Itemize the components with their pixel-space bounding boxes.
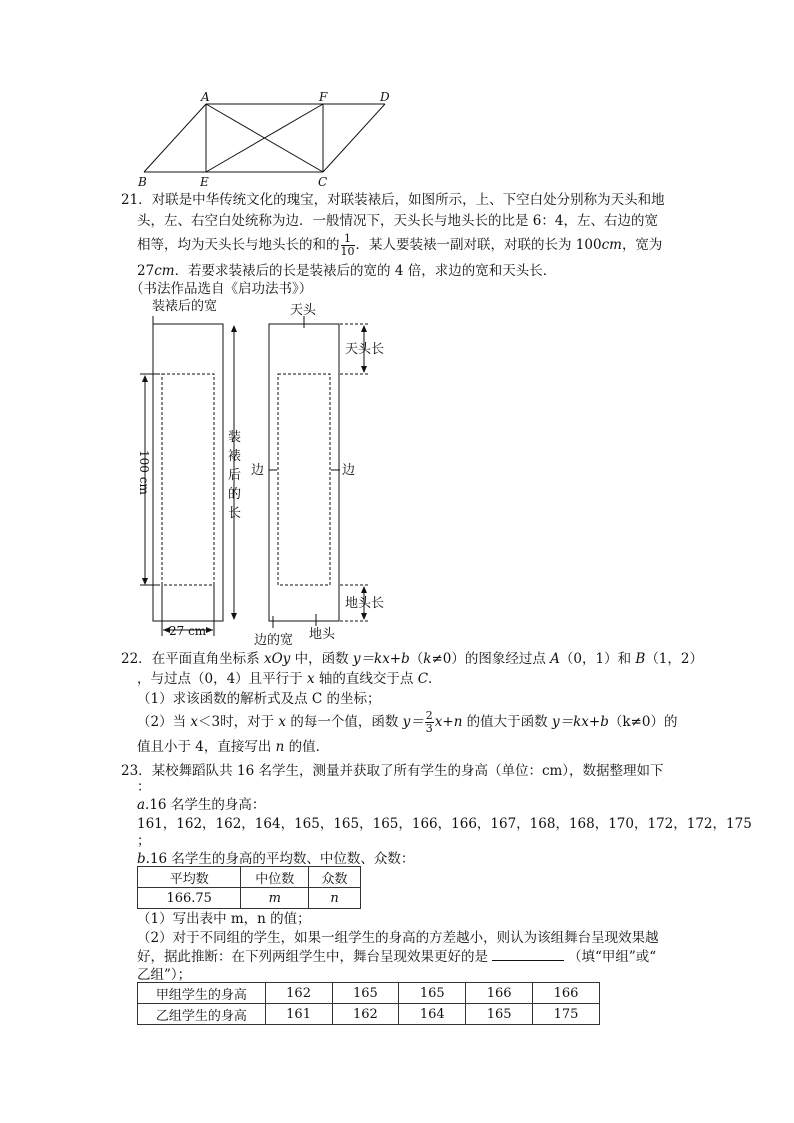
couplet-figure: [130, 296, 410, 646]
table-row: [138, 867, 361, 888]
label-bian-right: 边: [342, 463, 356, 478]
q22-p1-text: （1）求该函数的解析式及点 C 的坐标；: [137, 691, 381, 707]
q21-line1: [121, 191, 665, 209]
q22-p2a: （2）当: [137, 714, 191, 730]
q22-t8: 轴的直线交于点: [314, 671, 418, 687]
group-a-value: 162: [265, 983, 332, 1004]
q22-line2: [137, 670, 677, 688]
table-row: [138, 1004, 600, 1025]
point-label-f: F: [319, 92, 328, 104]
label-height: 100 cm: [137, 450, 151, 495]
q22-t6: （1，2）: [645, 651, 703, 667]
q22-p3a: 值且小于 4，直接写出: [137, 739, 276, 755]
q21-number: 21．: [121, 192, 152, 208]
group-a-value: 166: [533, 983, 600, 1004]
stats-value-mode: n: [309, 888, 361, 909]
left-panel: [153, 324, 223, 621]
q23-text1: 某校舞蹈队共 16 名学生，测量并获取了所有学生的身高（单位：cm），数据整理如下: [151, 763, 664, 779]
q22-C: C: [417, 671, 429, 687]
group-a-value: 165: [332, 983, 399, 1004]
parallelogram-figure: [130, 92, 410, 192]
q23-a-heading: [137, 796, 677, 814]
q23-b-label: b.: [137, 851, 150, 867]
label-length-after-3: 后: [228, 468, 242, 483]
q21-text4b: ．若要求装裱后的长是装裱后的宽的 4 倍，求边的宽和天头长．: [174, 263, 557, 279]
q22-t1: 在平面直角坐标系: [151, 651, 264, 667]
q22-t2: 中，函数: [290, 651, 353, 667]
segment-dc: [323, 104, 385, 172]
stats-header-mean: 平均数: [138, 867, 241, 888]
label-length-after-4: 的: [228, 487, 242, 502]
q22-number: 22．: [121, 651, 152, 667]
table-row: [138, 983, 600, 1004]
q22-frac-num: 2: [425, 709, 433, 722]
q22-t7: ，与过点（0，4）且平行于: [137, 671, 307, 687]
q21-text2: 头，左、右空白处统称为边．一般情况下，天头长与地头长的比是 6：4，左、右边的宽: [137, 213, 658, 229]
right-panel: [269, 324, 339, 621]
q23-a-text: 16 名学生的身高：: [149, 797, 266, 813]
q22-t4: ≠0）的图象经过点: [431, 651, 551, 667]
q23-heights: [137, 815, 752, 833]
q22-fn: y＝kx+b: [352, 651, 410, 667]
segment-ab: [144, 104, 206, 172]
label-length-after-1: 装: [228, 430, 242, 445]
q22-p2g: （k≠0）的: [608, 714, 678, 730]
group-b-value: 175: [533, 1004, 600, 1025]
group-a-name: 甲组学生的身高: [138, 983, 266, 1004]
q23-semi-text: ；: [137, 833, 151, 849]
q22-p2d: x+n: [434, 714, 463, 730]
q22-p2b: ＜3时，对于: [198, 714, 279, 730]
point-label-a: A: [201, 92, 210, 104]
q21-frac-den: 10: [340, 245, 355, 258]
q23-a-label: a.: [137, 797, 150, 813]
group-b-value: 165: [466, 1004, 533, 1025]
q22-p2f: y＝kx+b: [551, 714, 609, 730]
q22-x: x: [306, 671, 315, 687]
group-a-value: 166: [466, 983, 533, 1004]
right-inner-couplet: [278, 374, 330, 585]
label-length-after-2: 裱: [228, 449, 242, 464]
q22-frac-den: 3: [425, 722, 433, 735]
table-row: [138, 888, 361, 909]
q22-part1: [137, 690, 677, 708]
q22-t3: （: [409, 651, 424, 667]
stats-value-mean: 166.75: [138, 888, 241, 909]
stats-value-median: m: [241, 888, 309, 909]
q22-p2x: x: [190, 714, 199, 730]
q21-line3: [137, 232, 677, 258]
q23-p2b-text: 好，据此推断：在下列两组学生中，舞台呈现效果更好的是: [137, 949, 488, 965]
q23-number: 23．: [121, 763, 152, 779]
q22-A: A: [550, 651, 560, 667]
group-a-value: 165: [399, 983, 466, 1004]
q21-text3a: 相等，均为天头长与地头长的和的: [137, 237, 340, 253]
point-label-b: B: [138, 175, 147, 189]
q23-b-text: 16 名学生的身高的平均数、中位数、众数：: [149, 851, 415, 867]
stats-table: [137, 866, 361, 909]
q23-part2-line2: [137, 948, 677, 966]
q21-text4a: 27: [137, 263, 155, 279]
q21-line2: [137, 212, 677, 230]
q21-unit2: cm: [154, 263, 175, 279]
q22-p3n: n: [275, 739, 285, 755]
point-label-e: E: [200, 175, 209, 189]
group-b-value: 161: [265, 1004, 332, 1025]
q22-fraction: [425, 710, 434, 735]
q23-line1b: [137, 778, 677, 796]
q23-p2a-text: （2）对于不同组的学生，如果一组学生的身高的方差越小，则认为该组舞台呈现效果越: [137, 930, 659, 946]
q23-semicolon: [137, 832, 677, 850]
label-bian-width: 边的宽: [254, 633, 294, 646]
q22-var-xoy: xOy: [263, 651, 291, 667]
label-bian-left: 边: [251, 463, 265, 478]
q22-p2e: 的值大于函数: [462, 714, 552, 730]
q21-note-text: （书法作品选自《启功法书》）: [130, 281, 313, 297]
q21-line4: [137, 262, 677, 280]
label-tiantou: 天头: [290, 303, 317, 318]
q23-p2d-text: 乙组”）；: [137, 967, 192, 983]
group-b-value: 162: [332, 1004, 399, 1025]
q23-p2c-text: （填“甲组”或“: [568, 949, 657, 965]
label-width: 27 cm: [169, 624, 207, 638]
q22-line3: [137, 738, 677, 756]
q21-frac-num: 1: [341, 233, 355, 246]
label-width-after: 装裱后的宽: [152, 299, 218, 314]
q21-text3b: ．某人要装裱一副对联，对联的长为 100: [355, 237, 602, 253]
point-label-d: D: [380, 92, 390, 104]
q23-part2-line1: [137, 929, 677, 947]
q22-t9: ．: [428, 671, 442, 687]
stats-header-mode: 众数: [309, 867, 361, 888]
q22-p2y: y＝: [402, 714, 424, 730]
q23-p1-text: （1）写出表中 m，n 的值；: [137, 911, 311, 927]
label-ditou: 地头: [309, 627, 336, 642]
q22-p2c: 的每一个值，函数: [286, 714, 403, 730]
label-tiantou-length: 天头长: [345, 342, 385, 357]
q23-heights-text: 161，162，162，164，165，165，165，166，166，167，168，168，170，172，172，175: [137, 816, 752, 832]
stats-header-median: 中位数: [241, 867, 309, 888]
q21-text1: 对联是中华传统文化的瑰宝，对联装裱后，如图所示，上、下空白处分别称为天头和地: [151, 192, 665, 208]
q23-part1: [137, 910, 677, 928]
q22-t5: （0，1）和: [559, 651, 636, 667]
q21-text3c: ，宽为: [621, 237, 663, 253]
groups-table: [137, 982, 600, 1025]
label-length-after-5: 长: [228, 506, 242, 521]
group-b-value: 164: [399, 1004, 466, 1025]
q22-k: k: [423, 651, 432, 667]
q22-B: B: [635, 651, 646, 667]
q21-unit: cm: [601, 237, 622, 253]
q22-p3b: 的值．: [284, 739, 330, 755]
label-ditou-length: 地头长: [345, 596, 385, 611]
q21-fraction: [341, 233, 355, 258]
answer-blank[interactable]: [492, 948, 564, 961]
q22-part2: [137, 708, 677, 736]
left-inner-couplet: [162, 374, 214, 585]
q22-line1: [121, 650, 703, 668]
point-label-c: C: [318, 175, 328, 189]
q23-text1b: ：: [137, 779, 151, 795]
q22-p2x2: x: [278, 714, 287, 730]
group-b-name: 乙组学生的身高: [138, 1004, 266, 1025]
